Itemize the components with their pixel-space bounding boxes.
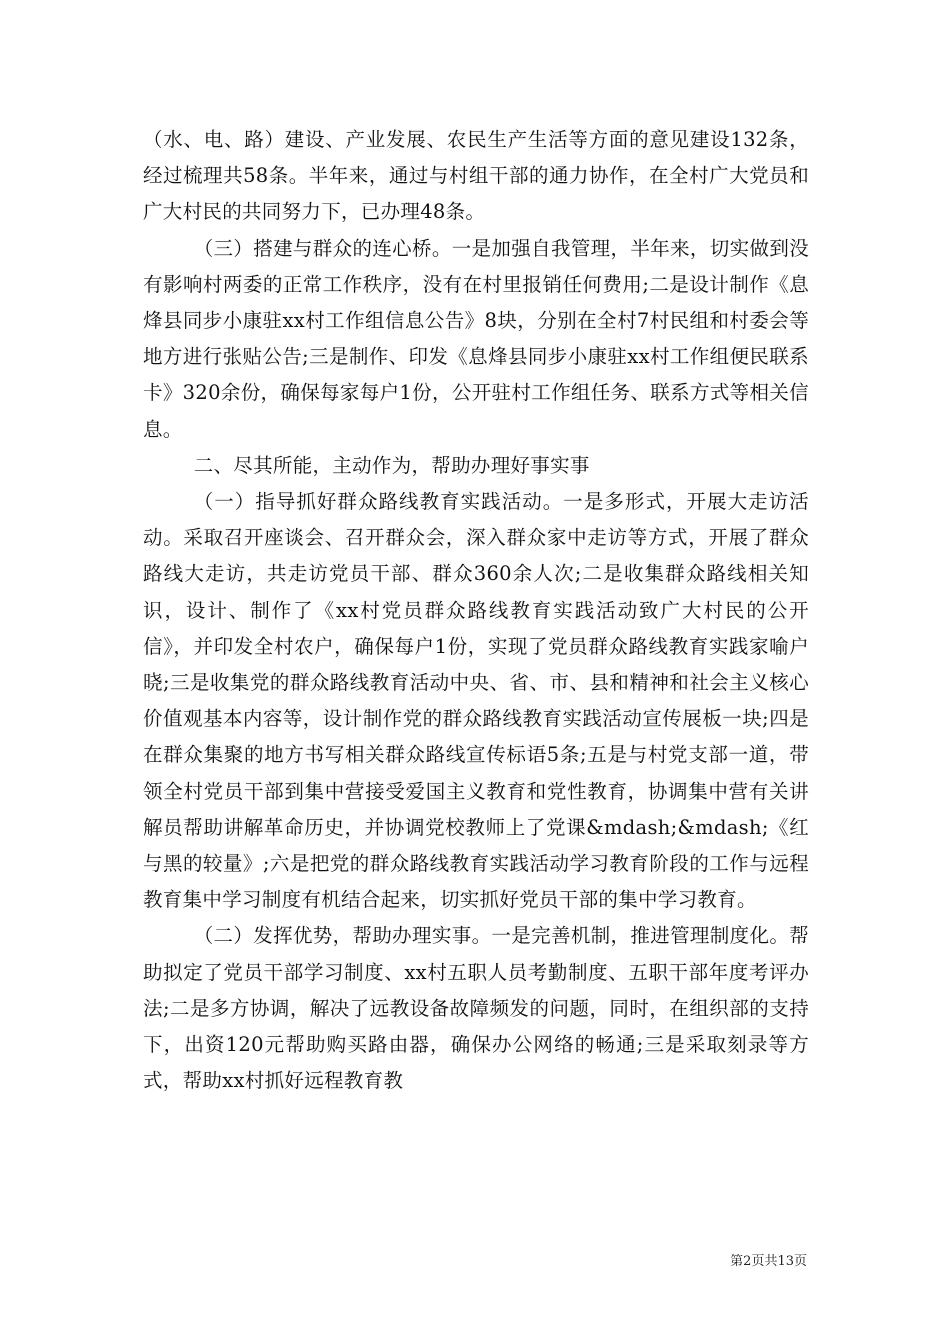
paragraph-continuation: （水、电、路）建设、产业发展、农民生产生活等方面的意见建设132条，经过梳理共58条。半年来，通过与村组干部的通力协作，在全村广大党员和广大村民的共同努力下，已办理48条。 xyxy=(143,128,809,224)
page-number-footer: 第2页共13页 xyxy=(730,1254,807,1269)
document-body xyxy=(143,122,809,1099)
paragraph-subsection-one: （一）指导抓好群众路线教育实践活动。一是多形式，开展大走访活动。采取召开座谈会、召开群众会，深入群众家中走访等方式，开展了群众路线大走访，共走访党员干部、群众360余人次;二是收集群众路线相关知识，设计、制作了《xx村党员群众路线教育实践活动致广大村民的公开信》，并印发全村农户，确保每户1份，实现了党员群众路线教育实践家喻户晓;三是收集党的群众路线教育活动中央、省、市、县和精神和社会主义核心价值观基本内容等，设计制作党的群众路线教育实践活动宣传展板一块;四是在群众集聚的地方书写相关群众路线宣传标语5条;五是与村党支部一道，带领全村党员干部到集中营接受爱国主义教育和党性教育，协调集中营有关讲解员帮助讲解革命历史，并协调党校教师上了党课&mdash;&mdash;《红与黑的较量》;六是把党的群众路线教育实践活动学习教育阶段的工作与远程教育集中学习制度有机结合起来，切实抓好党员干部的集中学习教育。 xyxy=(143,490,809,912)
paragraph-subsection-two: （二）发挥优势，帮助办理实事。一是完善机制，推进管理制度化。帮助拟定了党员干部学习制度、xx村五职人员考勤制度、五职干部年度考评办法;二是多方协调，解决了远教设备故障频发的问题，同时，在组织部的支持下，出资120元帮助购买路由器，确保办公网络的畅通;三是采取刻录等方式，帮助xx村抓好远程教育教 xyxy=(143,924,809,1093)
section-heading-two: 二、尽其所能，主动作为，帮助办理好事实事 xyxy=(193,453,590,477)
paragraph-section-three: （三）搭建与群众的连心桥。一是加强自我管理，半年来，切实做到没有影响村两委的正常工作秩序，没有在村里报销任何费用;二是设计制作《息烽县同步小康驻xx村工作组信息公告》8块，分别在全村7村民组和村委会等地方进行张贴公告;三是制作、印发《息烽县同步小康驻xx村工作组便民联系卡》320余份，确保每家每户1份，公开驻村工作组任务、联系方式等相关信息。 xyxy=(143,236,809,441)
